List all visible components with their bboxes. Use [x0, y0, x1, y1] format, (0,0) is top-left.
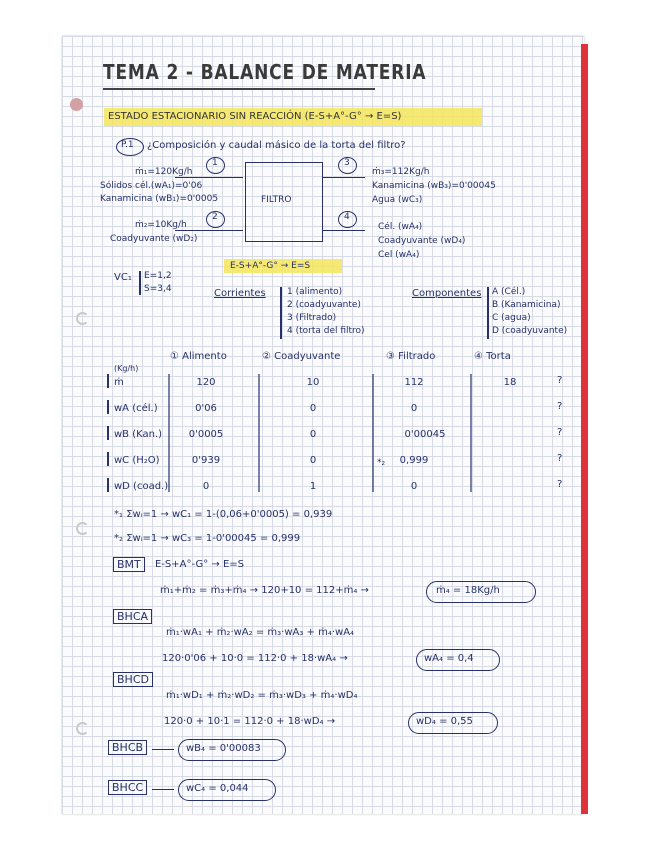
vc-e: E=1,2: [144, 271, 172, 281]
stream-4-l1: Cél. (wA₄): [378, 222, 423, 232]
row-label: wD (coad.): [114, 481, 169, 492]
title-underline: [103, 88, 375, 90]
bhcc-arrow: [152, 789, 174, 790]
table-unit: (Kg/h): [114, 364, 139, 373]
stream-1-l2: Kanamicina (wB₁)=0'0005: [100, 194, 219, 204]
diagram-equation: E-S+A°-G° → E=S: [230, 261, 311, 271]
binder-hole: [76, 722, 89, 735]
cell: 0: [309, 429, 317, 440]
bmt-eq: E-S+A°-G° → E=S: [155, 559, 244, 570]
cell: 0'939: [191, 455, 221, 466]
unknown-mark: ?: [557, 401, 563, 412]
row-label: wB (Kan.): [114, 429, 163, 440]
table-header-2: ② Coadyuvante: [262, 351, 341, 362]
stream-1-l1: Sólidos cél.(wA₁)=0'06: [100, 181, 203, 191]
cell: 18: [503, 377, 517, 388]
row-bar: [107, 452, 109, 466]
corriente-4: 4 (torta del filtro): [287, 326, 365, 336]
bmt-line: ṁ₁+ṁ₂ = ṁ₃+ṁ₄ → 120+10 = 112+ṁ₄ →: [160, 585, 369, 596]
cell: 0,999: [399, 455, 429, 466]
cell: 112: [404, 377, 424, 388]
stream-2-arrow: [175, 230, 243, 231]
bhcd-l1: ṁ₁·wD₁ + ṁ₂·wD₂ = ṁ₃·wD₃ + ṁ₄·wD₄: [166, 690, 358, 701]
bhcb-label: BHCB: [108, 740, 147, 755]
unknown-mark: ?: [557, 375, 563, 386]
bhcd-l2: 120·0 + 10·1 = 112·0 + 18·wD₄ →: [164, 716, 336, 727]
componentes-label: Componentes: [412, 288, 482, 299]
bhcc-label: BHCC: [108, 780, 147, 795]
problem-question: ¿Composición y caudal másico de la torta del filtro?: [147, 140, 406, 151]
cell: 10: [306, 377, 320, 388]
bhca-l2: 120·0'06 + 10·0 = 112·0 + 18·wA₄ →: [162, 653, 348, 664]
filter-label: FILTRO: [261, 195, 292, 205]
corrientes-label: Corrientes: [214, 288, 266, 299]
componentes-brace: [487, 287, 489, 339]
bmt-result: ṁ₄ = 18Kg/h: [436, 585, 500, 596]
cell: 0'0005: [188, 429, 224, 440]
corriente-1: 1 (alimento): [287, 287, 343, 297]
row-label: ṁ: [114, 377, 124, 388]
componente-b: B (Kanamicina): [492, 300, 561, 310]
componente-c: C (agua): [492, 313, 531, 323]
table-header-1: ① Alimento: [170, 351, 227, 362]
cell: 1: [309, 481, 317, 492]
stream-3-arrow: [323, 177, 365, 178]
cell: 0'06: [195, 403, 217, 414]
row-label: wA (cél.): [114, 403, 158, 414]
red-margin-line: [581, 44, 588, 814]
unknown-mark: ?: [557, 453, 563, 464]
bhca-label: BHCA: [113, 609, 152, 624]
cell: 0: [410, 481, 418, 492]
componente-d: D (coadyuvante): [492, 326, 568, 336]
vc-s: S=3,4: [144, 284, 172, 294]
table-header-3: ③ Filtrado: [386, 351, 436, 362]
stream-4-l3: Cel (wA₄): [378, 250, 420, 260]
binder-hole: [76, 522, 89, 535]
stream-3-num: 3: [344, 158, 350, 168]
cell: 0: [309, 403, 317, 414]
stream-4-arrow: [323, 230, 365, 231]
row-bar: [107, 426, 109, 440]
bhca-result: wA₄ = 0,4: [424, 653, 474, 664]
stream-2-flow: ṁ₂=10Kg/h: [135, 220, 187, 230]
bmt-label: BMT: [113, 557, 145, 572]
bhcc-result: wC₄ = 0,044: [186, 783, 249, 794]
stream-3-flow: ṁ₃=112Kg/h: [372, 167, 430, 177]
row-bar: [107, 374, 109, 388]
unknown-mark: ?: [557, 479, 563, 490]
note-mark: *₂: [377, 458, 386, 468]
binder-hole: [70, 98, 83, 111]
cell: 120: [196, 377, 216, 388]
problem-label: P.1: [121, 140, 134, 150]
note-1: *₁ Σwᵢ=1 → wC₁ = 1-(0,06+0'0005) = 0,939: [114, 509, 333, 520]
cell: 0'00045: [404, 429, 446, 440]
bhcb-result: wB₄ = 0'00083: [186, 743, 261, 754]
cell: 0: [202, 481, 210, 492]
vc-label: VC₁: [114, 272, 132, 283]
stream-4-l2: Coadyuvante (wD₄): [378, 236, 466, 246]
corriente-3: 3 (Filtrado): [287, 313, 337, 323]
stream-4-num: 4: [344, 212, 350, 222]
stream-2-l1: Coadyuvante (wD₂): [110, 234, 198, 244]
bhcd-result: wD₄ = 0,55: [416, 716, 473, 727]
stream-1-num: 1: [212, 158, 218, 168]
row-bar: [107, 400, 109, 414]
stream-3-l1: Kanamicina (wB₃)=0'00045: [372, 181, 496, 191]
note-2: *₂ Σwᵢ=1 → wC₃ = 1-0'00045 = 0,999: [114, 533, 301, 544]
cell: 0: [309, 455, 317, 466]
stream-1-flow: ṁ₁=120Kg/h: [135, 167, 193, 177]
col-divider: [372, 374, 374, 492]
bhca-l1: ṁ₁·wA₁ + ṁ₂·wA₂ = ṁ₃·wA₃ + ṁ₄·wA₄: [166, 627, 355, 638]
row-bar: [107, 478, 109, 492]
col-divider: [470, 374, 472, 492]
corrientes-brace: [280, 287, 282, 339]
col-divider: [168, 374, 170, 492]
row-label: wC (H₂O): [114, 455, 160, 466]
bhcd-label: BHCD: [113, 672, 153, 687]
corriente-2: 2 (coadyuvante): [287, 300, 361, 310]
col-divider: [258, 374, 260, 492]
cell: 0: [410, 403, 418, 414]
vc-brace: [139, 271, 141, 295]
bhcb-arrow: [152, 749, 174, 750]
stream-3-l2: Agua (wC₃): [372, 195, 423, 205]
binder-hole: [76, 312, 89, 325]
stream-1-arrow: [175, 177, 243, 178]
componente-a: A (Cél.): [492, 287, 526, 297]
section-heading: ESTADO ESTACIONARIO SIN REACCIÓN (E-S+A°-G° → E=S): [108, 111, 402, 122]
unknown-mark: ?: [557, 427, 563, 438]
table-header-4: ④ Torta: [474, 351, 511, 362]
stream-2-num: 2: [212, 212, 218, 222]
page-title: TEMA 2 - BALANCE DE MATERIA: [103, 60, 427, 84]
